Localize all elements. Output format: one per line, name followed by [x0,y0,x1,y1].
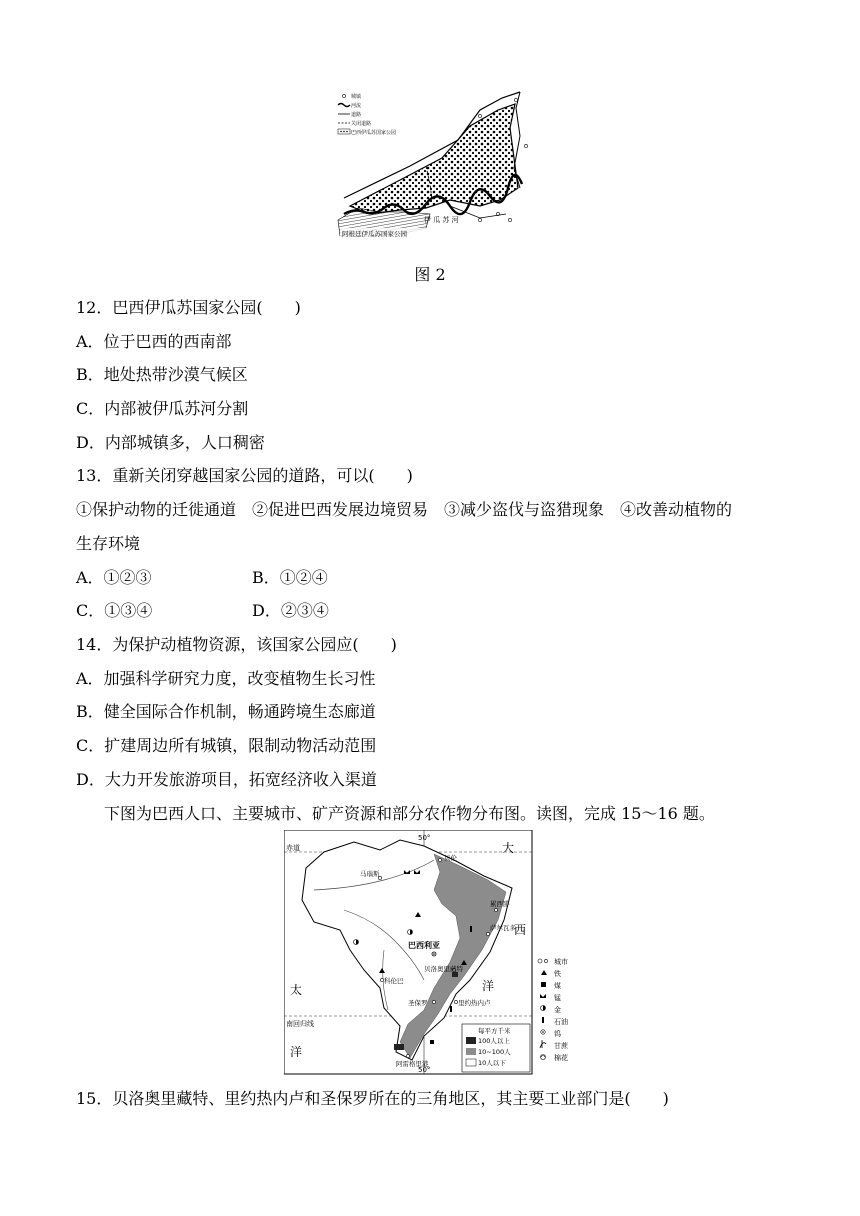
question-14-option-c: C．扩建周边所有城镇，限制动物活动范围 [76,736,377,755]
longitude-bottom: 50° [418,1066,431,1074]
city-corumba: 科伦巴 [384,977,404,985]
question-12-option-a: A．位于巴西的西南部 [76,332,232,351]
density-low: 10人以下 [478,1059,506,1067]
question-14-option-b: B．健全国际合作机制，畅通跨境生态廊道 [76,702,376,721]
svg-text:锰: 锰 [554,994,561,1002]
city-manaus: 马瑙斯 [360,870,380,878]
symbol-legend [538,957,569,1062]
ocean-char-xi: 西 [514,923,527,937]
svg-text:棉花: 棉花 [554,1054,568,1062]
city-porto-alegre: 阿雷格里港 [396,1060,429,1068]
brazil-resource-map [284,830,596,1076]
question-12-option-b: B．地处热带沙漠气候区 [76,365,248,384]
svg-text:甘蔗: 甘蔗 [554,1042,568,1050]
question-13-stem: 13．重新关闭穿越国家公园的道路，可以( ) [76,466,413,485]
svg-text:城市: 城市 [554,958,568,966]
longitude-top: 50° [418,834,431,842]
question-13-option-c: C．①③④ [76,601,153,620]
question-13-option-a: A．①②③ [76,568,152,587]
question-14-option-d: D．大力开发旅游项目，拓宽经济收入渠道 [76,770,377,789]
density-high: 100人以上 [478,1037,510,1045]
density-legend [462,1024,530,1072]
svg-text:金: 金 [554,1006,561,1014]
city-recife: 累西腓 [490,900,510,908]
city-brasilia: 巴西利亚 [408,941,440,950]
legend-river: 河流 [351,103,362,109]
city-salvador: 萨尔瓦多 [490,924,516,932]
city-belo-horizonte: 贝洛奥里藏特 [424,965,463,973]
city-belem: 贝伦 [444,854,457,862]
map-intro-text: 下图为巴西人口、主要城市、矿产资源和部分农作物分布图。读图，完成 15～16 题。 [104,804,715,823]
ocean-char-yang2: 洋 [290,1045,303,1059]
question-12-option-d: D．内部城镇多，人口稠密 [76,433,265,452]
svg-text:煤: 煤 [554,982,561,990]
svg-text:钨: 钨 [554,1030,561,1038]
question-12-option-c: C．内部被伊瓜苏河分割 [76,399,249,418]
city-sao-paulo: 圣保罗 [408,999,428,1007]
question-13-option-d: D．②③④ [252,601,329,620]
legend-closed-road: 关闭道路 [351,121,372,127]
density-title: 每平方千米 [478,1027,511,1035]
question-14-stem: 14．为保护动植物资源，该国家公园应( ) [76,635,397,654]
tropic-label: 南回归线 [286,1020,314,1028]
svg-text:铁: 铁 [554,970,561,978]
density-mid: 10~100人 [478,1048,511,1056]
question-13-statements-line1: ①保护动物的迁徙通道 ②促进巴西发展边境贸易 ③减少盗伐与盗猎现象 ④改善动植物的 [76,500,733,519]
argentina-park-label: 阿根廷伊瓜苏国家公园 [342,230,407,238]
legend-park: 巴西伊瓜苏国家公园 [351,130,397,136]
city-rio: 里约热内卢 [458,999,491,1007]
equator-label: 赤道 [286,844,300,852]
river-label: 伊 瓜 苏 河 [424,216,459,224]
national-park-sketch-map [330,88,534,248]
legend-town: 城镇 [351,94,362,100]
ocean-char-yang1: 洋 [482,979,495,993]
ocean-char-da: 大 [502,841,515,855]
svg-text:石油: 石油 [554,1018,568,1026]
question-12-stem: 12．巴西伊瓜苏国家公园( ) [76,298,301,317]
question-13-statements-line2: 生存环境 [76,534,141,553]
ocean-char-tai: 太 [290,983,303,997]
question-13-option-b: B．①②④ [252,568,328,587]
question-15-stem: 15．贝洛奥里藏特、里约热内卢和圣保罗所在的三角地区，其主要工业部门是( ) [76,1089,669,1108]
legend-road: 道路 [351,112,362,118]
question-14-option-a: A．加强科学研究力度，改变植物生长习性 [76,669,376,688]
figure-caption: 图 2 [414,265,446,284]
